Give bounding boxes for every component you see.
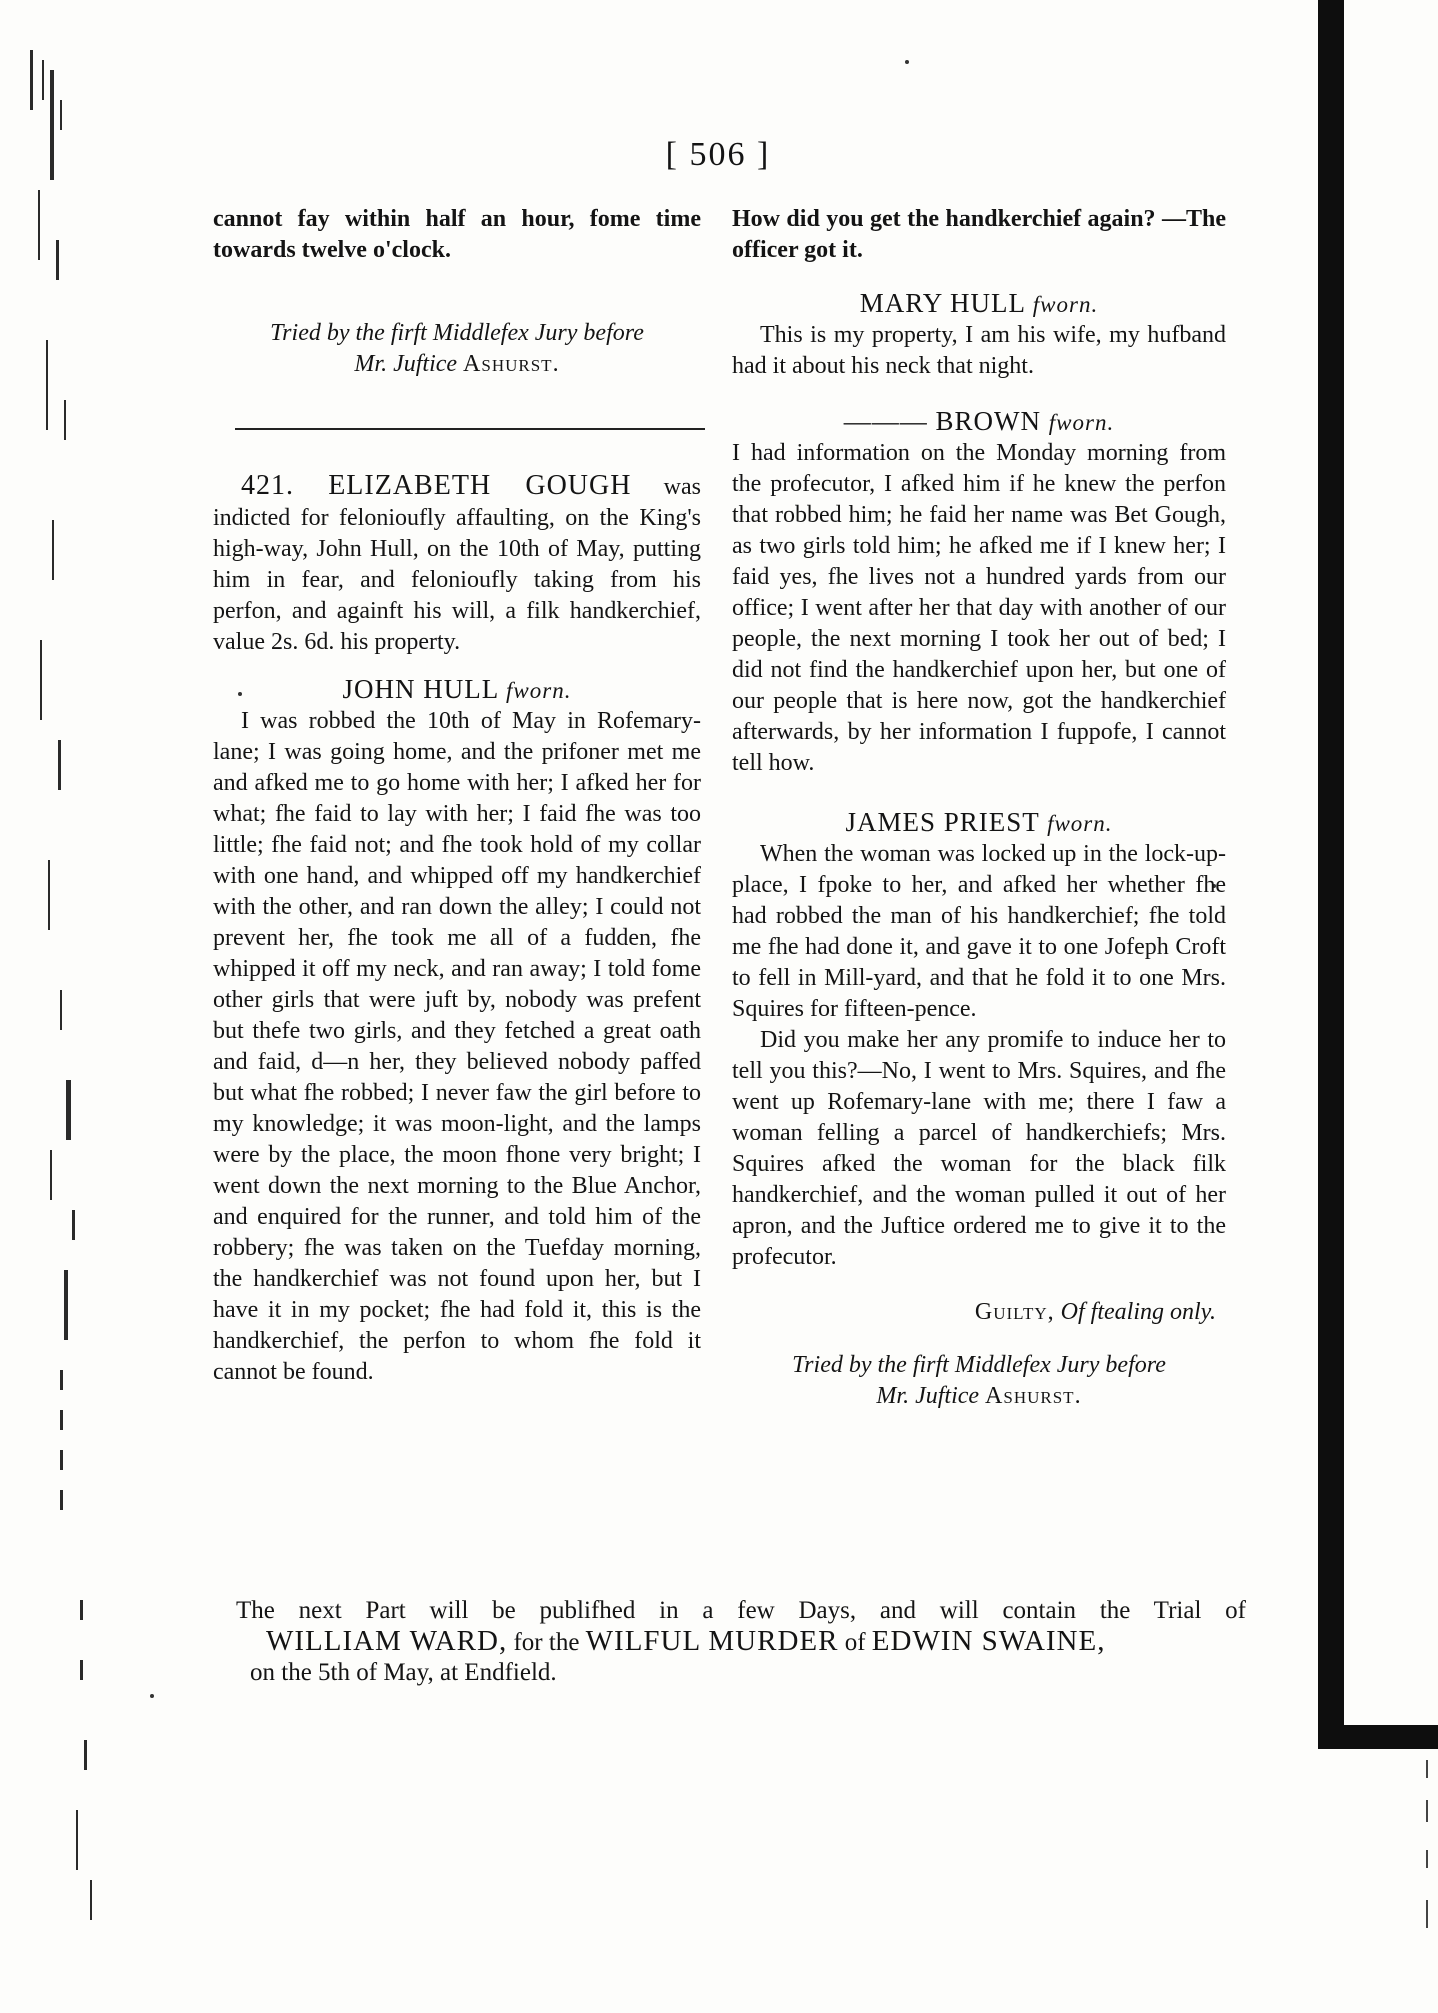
speck <box>905 60 909 64</box>
notice-line-1: The next Part will be publifhed in a few Days, and will contain the Trial of <box>236 1597 1246 1624</box>
notice-line-2 <box>236 1626 1246 1658</box>
judge-name: Ashurst. <box>463 351 560 377</box>
tried-by-note <box>732 1350 1226 1412</box>
witness-name: JOHN HULL <box>342 674 499 704</box>
verdict-qualifier: Of ftealing only. <box>1060 1299 1216 1325</box>
victim-name: EDWIN SWAINE, <box>871 1625 1106 1657</box>
witness-heading <box>732 288 1226 320</box>
notice-connector: for the <box>513 1629 580 1656</box>
witness-heading <box>213 674 701 706</box>
crime-name: WILFUL MURDER <box>585 1625 839 1657</box>
testimony: I had information on the Monday morning from the profecutor, I afked him if he knew the perfon that robbed him; he faid her name was Bet Gough, as two girls told him; he afked me if I knew her; I faid yes, fhe lives not a hundred yards from our office; I went after her that day with another of our people, the next morning I took her out of bed; I did not find the handkerchief upon her, but one of our people that is here now, got the handkerchief afterwards, by her information I fuppofe, I cannot tell how. <box>732 440 1226 776</box>
page-border-foot <box>1318 1725 1438 1749</box>
verdict-word: Guilty, <box>974 1299 1055 1325</box>
section-divider <box>235 428 705 430</box>
next-part-notice <box>236 1596 1246 1688</box>
page-number: [ 506 ] <box>665 136 771 173</box>
testimony: This is my property, I am his wife, my hufband had it about his neck that night. <box>732 322 1226 379</box>
continuation-text: cannot fay within half an hour, fome time towards twelve o'clock. <box>213 206 701 263</box>
testimony: I was robbed the 10th of May in Rofemary-lane; I was going home, and the prifoner met me and afked me to go home with her; I afked her for what; fhe faid to lay with her; I faid fhe was too little; fhe faid not; and fhe took hold of my collar with one hand, and whipped off my handkerchief with the other, and ran down the alley; I could not prevent her, fhe took me all of a fudden, fhe whipped it off my neck, and ran away; I told fome other girls that were juft by, nobody was prefent but thefe two girls, and they fetched a great oath and faid, d—n her, they believed nobody paffed but what fhe robbed; I never faw the girl before to my knowledge; it was moon-light, and the lamps were by the place, the moon fhone very bright; I went down the next morning to the Blue Anchor, and enquired for the runner, and told him of the robbery; fhe was taken on the Tuefday morning, the handkerchief was not found upon her, but I have it in my pocket; fhe had fold it, this is the handkerchief, the perfon to whom fhe fold it cannot be found. <box>213 708 701 1385</box>
scan-edge-ticks <box>1424 1760 1432 1950</box>
tried-line-1: Tried by the firft Middlefex Jury before <box>270 320 644 346</box>
testimony: Did you make her any promife to induce her to tell you this?—No, I went to Mrs. Squires, and fhe went up Rofemary-lane with me; there I faw a woman felling a parcel of handkerchiefs; Mrs. Squires afked the woman for the black filk handkerchief, and the woman pulled it out of her apron, and the Juftice ordered me to give it to the profecutor. <box>732 1027 1226 1270</box>
defendant-name: WILLIAM WARD, <box>266 1625 508 1657</box>
witness-name: MARY HULL <box>859 288 1026 318</box>
verdict <box>732 1297 1226 1328</box>
right-column <box>732 204 1226 1412</box>
sworn-label: fworn. <box>1032 292 1099 317</box>
sworn-label: fworn. <box>506 678 572 703</box>
speck <box>150 1694 154 1698</box>
indictment-text: was indicted for felonioufly affaulting, on the King's high-way, John Hull, on the 10th of May, putting him in fear, and felonioufly taking from his perfon, and againft his will, a filk handkerchief, value 2s. 6d. his property. <box>213 474 701 655</box>
witness-heading <box>732 406 1226 438</box>
tried-by-note <box>213 318 701 380</box>
witness-heading <box>732 807 1226 839</box>
indictment <box>213 470 701 658</box>
judge-name: Ashurst. <box>985 1383 1082 1409</box>
witness-name: JAMES PRIEST <box>845 807 1040 837</box>
tried-line-2: Mr. Juftice <box>876 1383 980 1409</box>
page-border-bar <box>1318 0 1344 1745</box>
tried-line-1: Tried by the firft Middlefex Jury before <box>792 1352 1166 1378</box>
tried-line-2: Mr. Juftice <box>354 351 458 377</box>
sworn-label: fworn. <box>1047 811 1113 836</box>
scan-edge-noise <box>20 40 110 1940</box>
sworn-label: fworn. <box>1048 410 1115 435</box>
continuation-text: How did you get the handkerchief again? —The officer got it. <box>732 206 1226 263</box>
left-column <box>213 204 701 1388</box>
case-heading: 421. ELIZABETH GOUGH <box>241 470 632 501</box>
testimony: When the woman was locked up in the lock-up-place, I fpoke to her, and afked her whether fhe had robbed the man of his handkerchief; fhe told me fhe had done it, and gave it to one Jofeph Croft to fell in Mill-yard, and that he fold it to one Mrs. Squires for fifteen-pence. <box>732 841 1226 1022</box>
witness-name: ——— BROWN <box>843 406 1042 436</box>
notice-connector: of <box>844 1629 866 1656</box>
notice-line-3: on the 5th of May, at Endfield. <box>250 1659 557 1686</box>
